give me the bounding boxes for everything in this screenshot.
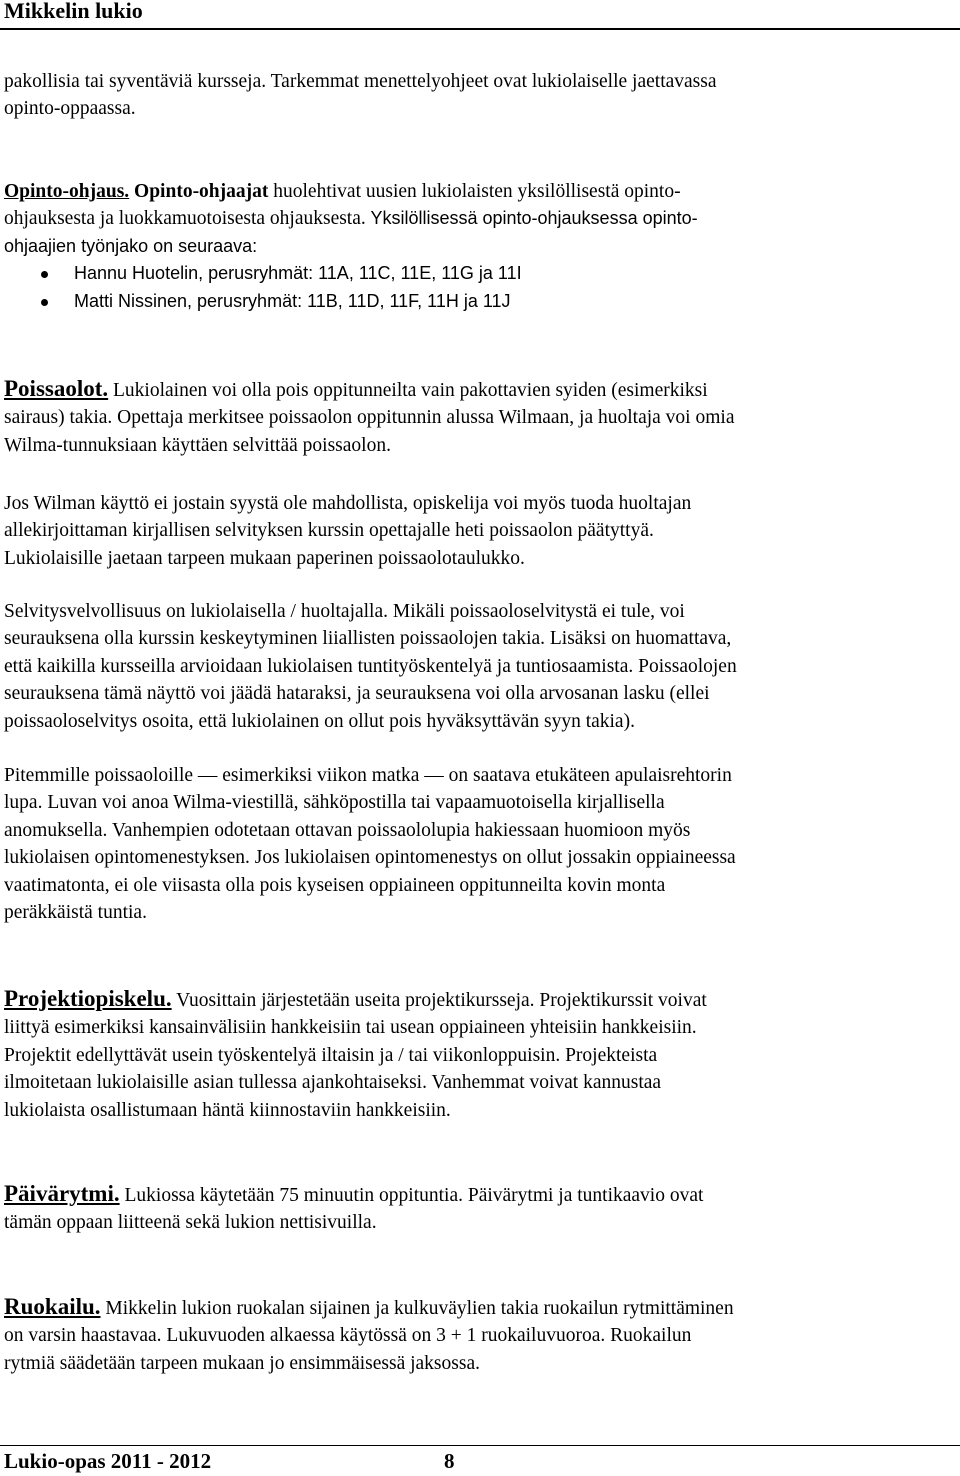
text-line: opinto-oppaassa. bbox=[4, 98, 136, 120]
text-line: tämän oppaan liitteenä sekä lukion nettisivuilla. bbox=[4, 1212, 377, 1234]
section-paivarytmi bbox=[4, 1180, 954, 1237]
text-line: ohjaajien työnjako on seuraava: bbox=[4, 235, 258, 256]
text-line bbox=[4, 375, 954, 404]
text-span: ohjauksesta ja luokkamuotoisesta ohjauksesta. bbox=[4, 208, 366, 230]
section-heading: Päivärytmi. bbox=[4, 1181, 120, 1206]
text-span: Lukiolainen voi olla pois oppitunneilta vain pakottavien syiden (esimerkiksi bbox=[108, 380, 708, 401]
text-line: on varsin haastavaa. Lukuvuoden alkaessa käytössä on 3 + 1 ruokailuvuoroa. Ruokailun bbox=[4, 1325, 692, 1347]
footer-title: Lukio-opas 2011 - 2012 bbox=[4, 1449, 212, 1473]
section-opinto-ohjaus bbox=[4, 178, 954, 315]
text-line: lupa. Luvan voi anoa Wilma-viestillä, sähköpostilla tai vapaamuotoisella kirjallisella bbox=[4, 792, 665, 814]
text-span: Mikkelin lukion ruokalan sijainen ja kulkuväylien takia ruokailun rytmittäminen bbox=[100, 1298, 734, 1319]
text-line bbox=[4, 985, 954, 1014]
text-line: Projektit edellyttävät usein työskentelyä iltaisin ja / tai viikonloppuisin. Projekteista bbox=[4, 1044, 658, 1066]
text-line: lukiolaista osallistumaan häntä kiinnostaviin hankkeisiin. bbox=[4, 1099, 451, 1121]
list-item-text: Hannu Huotelin, perusryhmät: 11A, 11C, 11E, 11G ja 11I bbox=[74, 263, 522, 284]
intro-paragraph bbox=[4, 68, 954, 123]
section-heading: Projektiopiskelu. bbox=[4, 986, 172, 1011]
text-line bbox=[4, 178, 954, 205]
text-span: Vuosittain järjestetään useita projektikursseja. Projektikurssit voivat bbox=[171, 990, 707, 1011]
text-span: huolehtivat uusien lukiolaisten yksilöllisestä opinto- bbox=[268, 181, 681, 202]
text-line: että kaikilla kursseilla arvioidaan lukiolaisen tuntityöskentelyä ja tuntiosaamista. Poissaolojen bbox=[4, 655, 737, 677]
text-line: rytmiä säädetään tarpeen mukaan jo ensimmäisessä jaksossa. bbox=[4, 1352, 480, 1374]
advisor-list bbox=[4, 260, 954, 315]
text-line: peräkkäistä tuntia. bbox=[4, 902, 147, 924]
text-line: seurauksena olla kurssin keskeytyminen liiallisten poissaolojen takia. Lisäksi on huomattava, bbox=[4, 628, 732, 650]
text-line: Jos Wilman käyttö ei jostain syystä ole mahdollista, opiskelija voi myös tuoda huoltajan bbox=[4, 493, 692, 514]
paragraph bbox=[4, 490, 954, 572]
text-line: lukiolaisen opintomenestyksen. Jos lukiolaisen opintomenestys on ollut jossakin oppiaineessa bbox=[4, 847, 736, 869]
text-line bbox=[4, 1293, 954, 1322]
text-line: anomuksella. Vanhempien odotetaan ottavan poissaololupia hakiessaan huomioon myös bbox=[4, 819, 691, 841]
text-line: pakollisia tai syventäviä kursseja. Tarkemmat menettelyohjeet ovat lukiolaiselle jaettavassa bbox=[4, 71, 717, 92]
section-heading: Opinto-ohjaus. bbox=[4, 181, 130, 202]
paragraph bbox=[4, 762, 954, 926]
paragraph bbox=[4, 598, 954, 735]
section-ruokailu bbox=[4, 1293, 954, 1377]
bullet-icon bbox=[41, 299, 48, 306]
section-heading: Ruokailu. bbox=[4, 1294, 101, 1319]
list-item bbox=[4, 288, 954, 315]
text-line bbox=[4, 1180, 954, 1209]
section-poissaolot bbox=[4, 375, 954, 459]
text-span: Lukiossa käytetään 75 minuutin oppituntia. Päivärytmi ja tuntikaavio ovat bbox=[119, 1185, 704, 1206]
section-projektiopiskelu bbox=[4, 985, 954, 1124]
text-span: Yksilöllisessä opinto-ohjauksessa opinto- bbox=[365, 208, 698, 229]
text-line: Pitemmille poissaoloille — esimerkiksi viikon matka — on saatava etukäteen apulaisrehtorin bbox=[4, 765, 732, 786]
text-line: vaatimatonta, ei ole viisasta olla pois kyseisen oppiaineen oppitunneilta kovin monta bbox=[4, 874, 666, 896]
text-line: ilmoitetaan lukiolaisille asian tullessa ajankohtaiseksi. Vanhemmat voivat kannustaa bbox=[4, 1072, 662, 1094]
page-number: 8 bbox=[444, 1449, 455, 1473]
text-line: liittyä esimerkiksi kansainvälisiin hankkeisiin tai usean oppiaineen yhteisiin hankkeisiin. bbox=[4, 1017, 697, 1039]
bold-term: Opinto-ohjaajat bbox=[134, 181, 269, 202]
text-line: allekirjoittaman kirjallisen selvityksen kurssin opettajalle heti poissaolon päätyttyä. bbox=[4, 520, 654, 542]
text-line: Wilma-tunnuksiaan käyttäen selvittää poissaolon. bbox=[4, 434, 391, 456]
bullet-icon bbox=[41, 271, 48, 278]
list-item-text: Matti Nissinen, perusryhmät: 11B, 11D, 11F, 11H ja 11J bbox=[74, 290, 511, 311]
footer-divider bbox=[0, 1445, 960, 1446]
section-heading: Poissaolot. bbox=[4, 376, 109, 401]
text-line: poissaoloselvitys osoita, että lukiolainen on ollut pois hyväksyttävän syyn takia). bbox=[4, 710, 635, 732]
text-line bbox=[4, 205, 954, 232]
text-line: Lukiolaisille jaetaan tarpeen mukaan paperinen poissaolotaulukko. bbox=[4, 547, 525, 569]
page-footer bbox=[4, 1448, 455, 1474]
text-line: Selvitysvelvollisuus on lukiolaisella / huoltajalla. Mikäli poissaoloselvitystä ei tule, voi bbox=[4, 601, 685, 622]
header-divider bbox=[0, 28, 960, 30]
page-header-title: Mikkelin lukio bbox=[4, 0, 143, 23]
list-item bbox=[4, 260, 954, 287]
text-line: sairaus) takia. Opettaja merkitsee poissaolon oppitunnin alussa Wilmaan, ja huoltaja voi omia bbox=[4, 407, 735, 429]
text-line: seurauksena tämä näyttö voi jäädä hataraksi, ja seurauksena voi olla arvosanan lasku (ellei bbox=[4, 683, 710, 705]
